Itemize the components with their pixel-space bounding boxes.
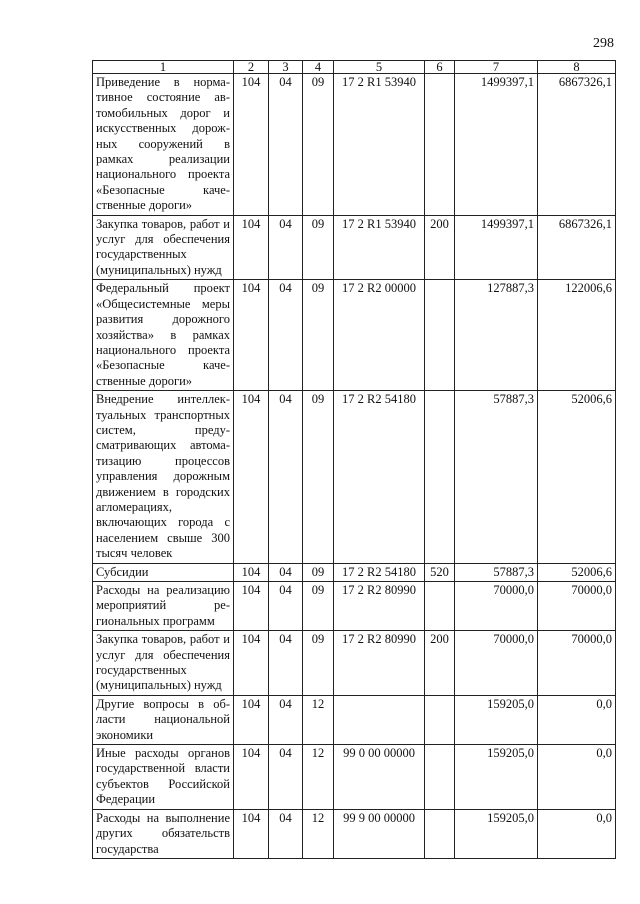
expense-name-cell: Субсидии: [93, 563, 234, 581]
expense-type-cell: [425, 582, 455, 631]
code-cell: 104: [234, 582, 269, 631]
code-cell: 104: [234, 695, 269, 744]
section-cell: 04: [269, 391, 303, 563]
amount-col7-cell: 70000,0: [455, 582, 538, 631]
code-cell: 104: [234, 809, 269, 858]
header-cell: 3: [269, 61, 303, 74]
expense-type-cell: [425, 74, 455, 216]
expense-type-cell: 200: [425, 631, 455, 696]
amount-col7-cell: 57887,3: [455, 391, 538, 563]
header-row: [93, 61, 616, 74]
target-article-cell: 17 2 R1 53940: [334, 215, 425, 280]
table-row: [93, 745, 616, 810]
section-cell: 04: [269, 215, 303, 280]
subsection-cell: 09: [303, 280, 334, 391]
expense-name-cell: Внедрение интеллектуальных транспортных систем, предусматривающих автоматизацию процессов управления дорожным движением в городских агломерациях, включающих города с населением свыше 300 тысяч человек: [93, 391, 234, 563]
amount-col7-cell: 159205,0: [455, 809, 538, 858]
header-cell: 4: [303, 61, 334, 74]
header-cell: 5: [334, 61, 425, 74]
amount-col7-cell: 70000,0: [455, 631, 538, 696]
section-cell: 04: [269, 563, 303, 581]
amount-col8-cell: 52006,6: [538, 391, 616, 563]
expense-type-cell: 520: [425, 563, 455, 581]
section-cell: 04: [269, 745, 303, 810]
amount-col8-cell: 52006,6: [538, 563, 616, 581]
expense-name-cell: Закупка товаров, работ и услуг для обеспечения государственных (муниципальных) нужд: [93, 631, 234, 696]
table-row: [93, 215, 616, 280]
table-row: [93, 695, 616, 744]
expense-type-cell: 200: [425, 215, 455, 280]
expense-name-cell: Расходы на выполнение других обязательств государства: [93, 809, 234, 858]
subsection-cell: 09: [303, 631, 334, 696]
expense-type-cell: [425, 280, 455, 391]
target-article-cell: 17 2 R2 80990: [334, 582, 425, 631]
expense-type-cell: [425, 391, 455, 563]
table-row: [93, 563, 616, 581]
section-cell: 04: [269, 631, 303, 696]
subsection-cell: 09: [303, 391, 334, 563]
section-cell: 04: [269, 280, 303, 391]
amount-col8-cell: 6867326,1: [538, 215, 616, 280]
amount-col8-cell: 122006,6: [538, 280, 616, 391]
expense-type-cell: [425, 809, 455, 858]
table-row: [93, 582, 616, 631]
subsection-cell: 12: [303, 809, 334, 858]
amount-col7-cell: 57887,3: [455, 563, 538, 581]
page-number: 298: [593, 36, 614, 51]
expense-type-cell: [425, 695, 455, 744]
expense-name-cell: Иные расходы органов государственной власти субъектов Российской Федерации: [93, 745, 234, 810]
subsection-cell: 09: [303, 215, 334, 280]
section-cell: 04: [269, 695, 303, 744]
amount-col8-cell: 6867326,1: [538, 74, 616, 216]
subsection-cell: 12: [303, 695, 334, 744]
header-cell: 8: [538, 61, 616, 74]
amount-col7-cell: 1499397,1: [455, 215, 538, 280]
amount-col7-cell: 159205,0: [455, 695, 538, 744]
target-article-cell: 17 2 R2 54180: [334, 391, 425, 563]
code-cell: 104: [234, 563, 269, 581]
target-article-cell: 17 2 R2 54180: [334, 563, 425, 581]
table-row: [93, 280, 616, 391]
expense-name-cell: Закупка товаров, работ и услуг для обеспечения государственных (муниципальных) нужд: [93, 215, 234, 280]
subsection-cell: 12: [303, 745, 334, 810]
table-row: [93, 74, 616, 216]
code-cell: 104: [234, 745, 269, 810]
header-cell: 1: [93, 61, 234, 74]
amount-col8-cell: 0,0: [538, 745, 616, 810]
amount-col8-cell: 70000,0: [538, 631, 616, 696]
target-article-cell: 17 2 R1 53940: [334, 74, 425, 216]
amount-col8-cell: 0,0: [538, 695, 616, 744]
amount-col7-cell: 1499397,1: [455, 74, 538, 216]
header-cell: 7: [455, 61, 538, 74]
amount-col7-cell: 159205,0: [455, 745, 538, 810]
subsection-cell: 09: [303, 74, 334, 216]
expense-name-cell: Другие вопросы в области национальной экономики: [93, 695, 234, 744]
section-cell: 04: [269, 809, 303, 858]
section-cell: 04: [269, 582, 303, 631]
code-cell: 104: [234, 74, 269, 216]
code-cell: 104: [234, 215, 269, 280]
table-row: [93, 391, 616, 563]
section-cell: 04: [269, 74, 303, 216]
target-article-cell: 17 2 R2 00000: [334, 280, 425, 391]
code-cell: 104: [234, 631, 269, 696]
expense-name-cell: Федеральный проект «Общесистемные меры развития дорожного хозяйства» в рамках национального проекта «Безопасные качественные дороги»: [93, 280, 234, 391]
code-cell: 104: [234, 391, 269, 563]
amount-col7-cell: 127887,3: [455, 280, 538, 391]
target-article-cell: 99 0 00 00000: [334, 745, 425, 810]
amount-col8-cell: 70000,0: [538, 582, 616, 631]
subsection-cell: 09: [303, 582, 334, 631]
target-article-cell: 17 2 R2 80990: [334, 631, 425, 696]
table-row: [93, 809, 616, 858]
expense-type-cell: [425, 745, 455, 810]
budget-table: [92, 60, 616, 859]
code-cell: 104: [234, 280, 269, 391]
header-cell: 2: [234, 61, 269, 74]
expense-name-cell: Расходы на реализацию мероприятий региональных программ: [93, 582, 234, 631]
header-cell: 6: [425, 61, 455, 74]
target-article-cell: 99 9 00 00000: [334, 809, 425, 858]
expense-name-cell: Приведение в нормативное состояние автомобильных дорог и искусственных дорожных сооружений в рамках реализации национального проекта «Безопасные качественные дороги»: [93, 74, 234, 216]
amount-col8-cell: 0,0: [538, 809, 616, 858]
subsection-cell: 09: [303, 563, 334, 581]
table-row: [93, 631, 616, 696]
target-article-cell: [334, 695, 425, 744]
